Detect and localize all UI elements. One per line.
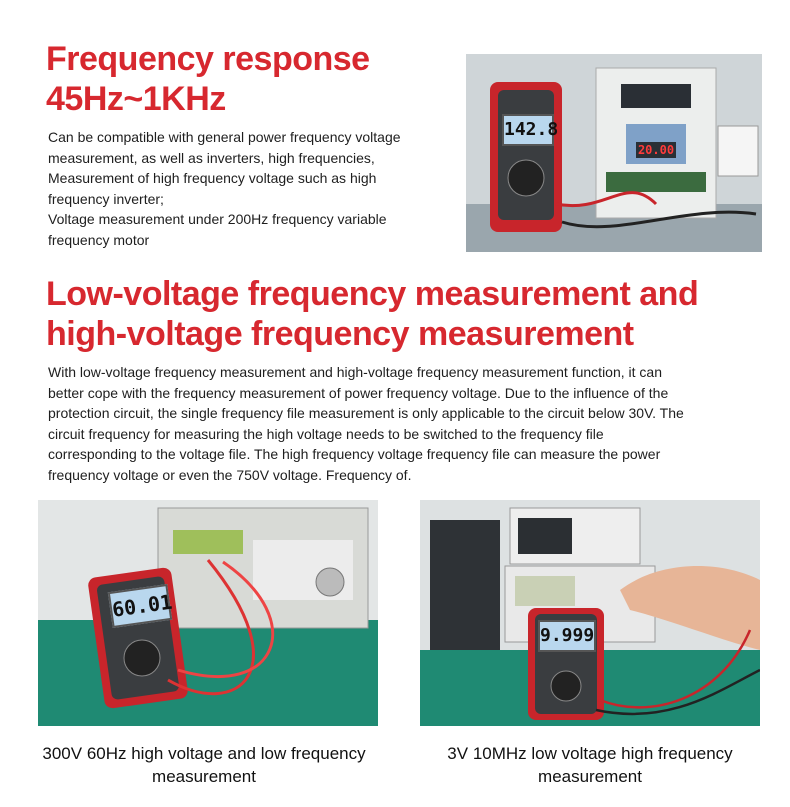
section1-body-line: Measurement of high frequency voltage such as high xyxy=(48,170,377,186)
low-voltage-photo xyxy=(420,500,760,726)
section1-body-line: Voltage measurement under 200Hz frequency variable xyxy=(48,211,387,227)
section1-title-line1: Frequency response xyxy=(46,40,370,78)
inverter-display: 20.00 xyxy=(637,143,675,157)
section1-title-line2: 45Hz~1KHz xyxy=(46,80,226,118)
caption-line: 300V 60Hz high voltage and low frequency xyxy=(42,744,366,763)
low-voltage-photo-illustration xyxy=(420,500,760,726)
meter-display: 9.999 xyxy=(538,620,596,652)
high-voltage-photo-illustration xyxy=(38,500,378,726)
caption-line: measurement xyxy=(538,767,642,786)
section2-body-line: better cope with the frequency measurement of power frequency voltage. Due to the influence of the xyxy=(48,384,669,401)
meter-display: 142.8 xyxy=(502,114,554,146)
photo-caption-high-voltage xyxy=(14,742,394,788)
high-voltage-photo xyxy=(38,500,378,726)
inverter-photo-illustration xyxy=(466,54,762,252)
section2-title-line2: high-voltage frequency measurement xyxy=(46,315,634,353)
section2-title-line1: Low-voltage frequency measurement and xyxy=(46,275,699,313)
section1-body-line: Can be compatible with general power frequency voltage xyxy=(48,129,401,145)
photo-caption-low-voltage xyxy=(400,742,780,788)
section2-body-line: protection circuit, the single frequency file measurement is only applicable to the circuit below 30V. The xyxy=(48,405,684,421)
section2-body-line: frequency voltage or even the 750V voltage. Frequency of. xyxy=(48,466,412,483)
section2-body-line: circuit frequency for measuring the high voltage needs to be switched to the frequency file xyxy=(48,425,604,442)
inverter-measurement-photo xyxy=(466,54,762,252)
caption-line: 3V 10MHz low voltage high frequency xyxy=(447,744,733,763)
section2-body-line: With low-voltage frequency measurement and high-voltage frequency measurement function, it can xyxy=(48,364,662,380)
section1-body xyxy=(48,127,448,250)
section2-body-line: corresponding to the voltage file. The high frequency voltage frequency file can measure the power xyxy=(48,446,661,462)
section1-body-line: frequency motor xyxy=(48,231,150,248)
section1-body-line: frequency inverter; xyxy=(48,190,164,207)
section2-body xyxy=(48,362,748,485)
section1-body-line: measurement, as well as inverters, high frequencies, xyxy=(48,149,375,166)
caption-line: measurement xyxy=(152,767,256,786)
meter-display: 60.01 xyxy=(108,584,172,628)
